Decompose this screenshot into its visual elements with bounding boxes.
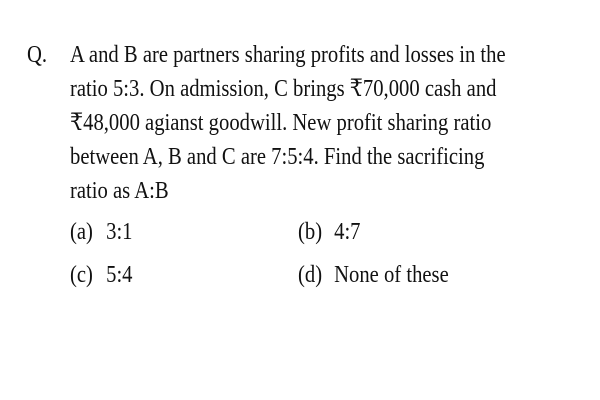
question-label: Q. <box>27 42 48 68</box>
question-line: ₹48,000 agianst goodwill. New profit sharing ratio <box>70 110 492 136</box>
option-d[interactable] <box>298 258 449 292</box>
option-text: 5:4 <box>106 262 133 288</box>
option-c[interactable] <box>70 258 132 292</box>
option-b[interactable] <box>298 215 360 249</box>
question-line: between A, B and C are 7:5:4. Find the sacrificing <box>70 144 485 170</box>
option-text: 3:1 <box>106 219 133 245</box>
question-text <box>70 38 576 208</box>
option-text: None of these <box>334 262 449 288</box>
question-line: ratio as A:B <box>70 178 169 204</box>
option-key: (b) <box>298 219 323 245</box>
option-key: (d) <box>298 262 323 288</box>
option-a[interactable] <box>70 215 132 249</box>
option-key: (a) <box>70 219 93 245</box>
question-line: A and B are partners sharing profits and losses in the <box>70 42 506 68</box>
option-key: (c) <box>70 262 93 288</box>
option-text: 4:7 <box>334 219 361 245</box>
question-line: ratio 5:3. On admission, C brings ₹70,000 cash and <box>70 76 497 102</box>
